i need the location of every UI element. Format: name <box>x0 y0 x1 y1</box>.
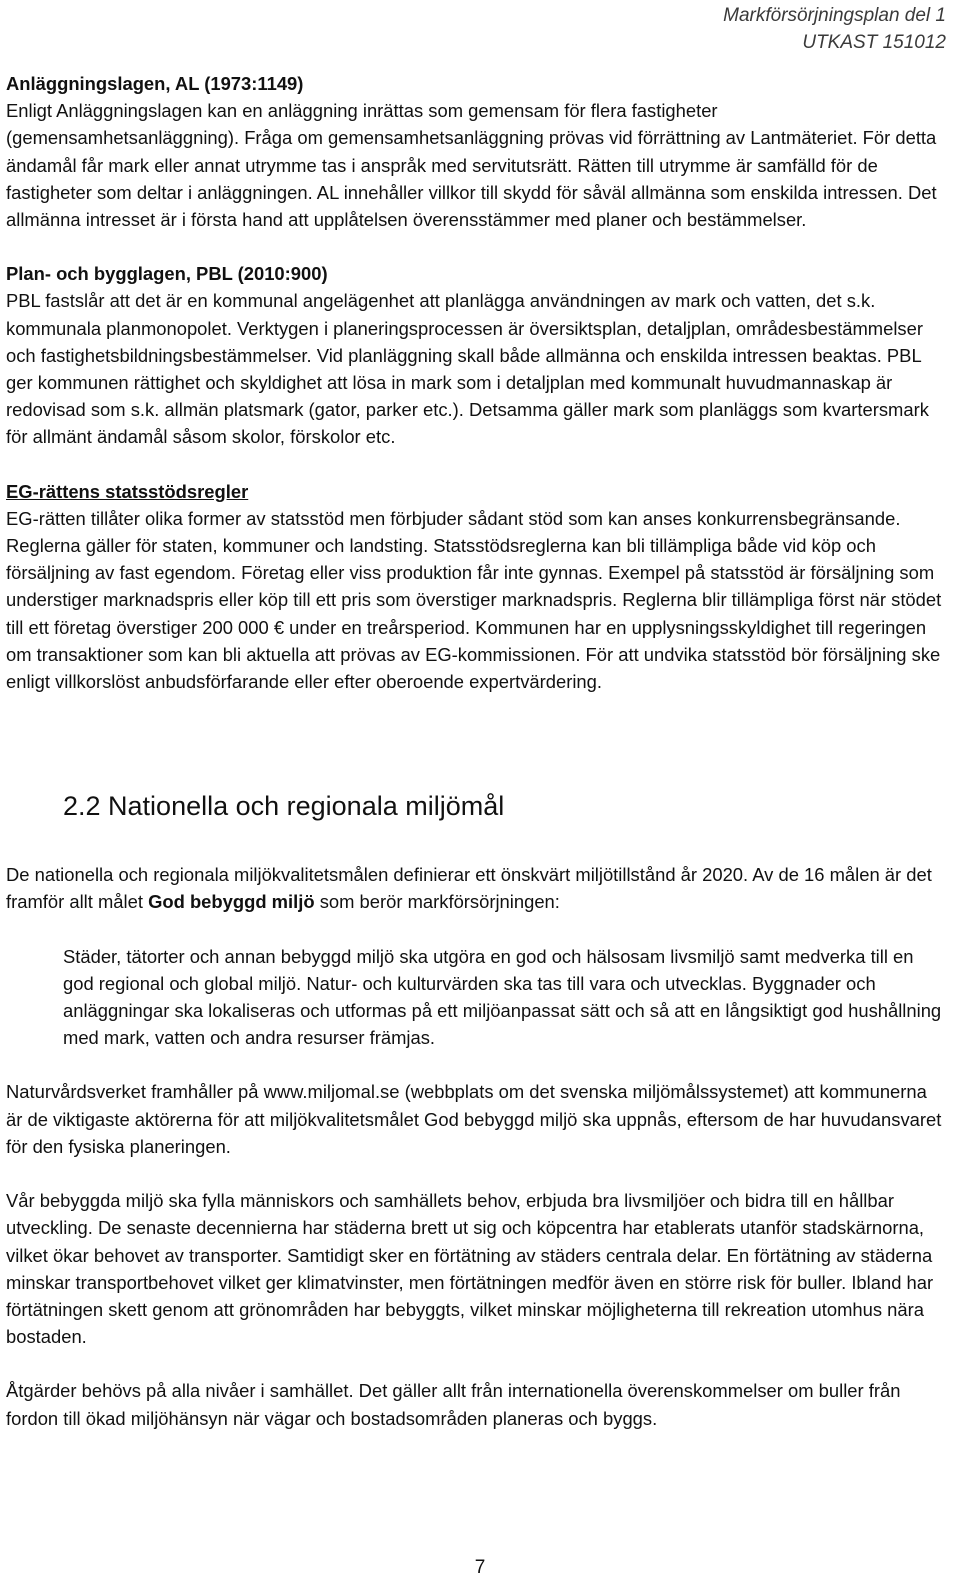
section-body-al: Enligt Anläggningslagen kan en anläggning inrättas som gemensam för flera fastigheter (gemensamhetsanläggning). Fråga om gemensamhetsanläggning prövas vid förrättning av Lantmäteriet. För detta ändamål får mark eller annat utrymme tas i anspråk med servitutsrätt. Rätten till utrymme är samfälld för de fastigheter som deltar i anläggningen. AL innehåller villkor till skydd för såväl allmänna som enskilda intressen. Det allmänna intresset är i första hand att upplåtelsen överensstämmer med planer och bestämmelser. <box>6 100 937 231</box>
document-title: Markförsörjningsplan del 1 <box>723 5 946 26</box>
section-heading-2-2: 2.2 Nationella och regionala miljömål <box>63 791 505 822</box>
paragraph-bebyggd-miljo: Vår bebyggda miljö ska fylla människors och samhällets behov, erbjuda bra livsmiljöer och bidra till en hållbar utveckling. De senaste decennierna har städerna brett ut sig och köpcentra har etablerats utanför stadskärnorna, vilket ökar behovet av transporter. Samtidigt sker en förtätning av städers centrala delar. En förtätning av städerna minskar transportbehovet vilket ger klimatvinster, men förtätningen medför även en större risk för buller. Ibland har förtätningen skett genom att grönområden har bebyggts, vilket minskar möjligheterna till rekreation utomhus nära bostaden. <box>6 1190 934 1348</box>
intro-paragraph <box>6 861 948 915</box>
spacer <box>6 1350 948 1377</box>
section-heading-al: Anläggningslagen, AL (1973:1149) <box>6 73 304 94</box>
spacer <box>6 823 948 861</box>
intro-bold-goal: God bebyggd miljö <box>148 891 315 913</box>
intro-text-before: De nationella och regionala miljökvalitetsmålen definierar ett önskvärt miljötillstånd år 2020. Av de 16 målen är det framför allt målet <box>6 864 932 913</box>
page-content <box>6 70 948 1432</box>
goal-quote: Städer, tätorter och annan bebyggd miljö ska utgöra en god och hälsosam livsmiljö samt medverka till en god regional och global miljö. Natur- och kulturvärden ska tas till vara och utvecklas. Byggnader och anläggningar ska lokaliseras och utformas på ett miljöanpassat sätt och så att en långsiktigt god hushållning med mark, vatten och andra resurser främjas. <box>63 945 942 1049</box>
draft-label: UTKAST 151012 <box>802 32 946 53</box>
spacer <box>6 1160 948 1187</box>
intro-text-after: som berör markförsörjningen: <box>314 891 560 913</box>
spacer <box>6 695 948 789</box>
page-header <box>723 2 946 56</box>
section-body-pbl: PBL fastslår att det är en kommunal angelägenhet att planlägga användningen av mark och vatten, det s.k. kommunala planmonopolet. Verktygen i planeringsprocessen är översiktsplan, detaljplan, områdesbestämmelser och fastighetsbildningsbestämmelser. Vid planläggning skall både allmänna och enskilda intressen beaktas. PBL ger kommunen rättighet och skyldighet att lösa in mark som i detaljplan med kommunalt huvudmannaskap är redovisad som s.k. allmän platsmark (gator, parker etc.). Detsamma gäller mark som planläggs som kvartersmark för allmänt ändamål såsom skolor, förskolor etc. <box>6 290 929 448</box>
section-body-eg: EG-rätten tillåter olika former av statsstöd men förbjuder sådant stöd som kan anses konkurrensbegränsande. Reglerna gäller för staten, kommuner och landsting. Statsstödsreglerna kan bli tillämpliga både vid köp och försäljning av fast egendom. Företag eller viss produktion får inte gynnas. Exempel på statsstöd är försäljning som understiger marknadspris eller köp till ett pris som överstiger marknadspris. Reglerna blir tillämpliga först när stödet till ett företag överstiger 200 000 € under en treårsperiod. Kommunen har en upplysningsskyldighet till regeringen om transaktioner som kan bli aktuella att prövas av EG-kommissionen. För att undvika statsstöd bör försäljning ske enligt villkorslöst anbudsförfarande eller efter oberoende expertvärdering. <box>6 507 942 693</box>
section-heading-pbl: Plan- och bygglagen, PBL (2010:900) <box>6 263 328 285</box>
spacer <box>6 233 948 260</box>
page-number: 7 <box>474 1557 486 1578</box>
paragraph-naturvardsverket: Naturvårdsverket framhåller på www.miljomal.se (webbplats om det svenska miljömålssystemet) att kommunerna är de viktigaste aktörerna för att miljökvalitetsmålet God bebyggd miljö ska uppnås, eftersom de har huvudansvaret för den fysiska planeringen. <box>6 1081 942 1157</box>
paragraph-atgarder: Åtgärder behövs på alla nivåer i samhället. Det gäller allt från internationella överenskommelser om buller från fordon till ökad miljöhänsyn när vägar och bostadsområden planeras och byggs. <box>6 1380 901 1429</box>
spacer <box>6 451 948 478</box>
section-heading-eg: EG-rättens statsstödsregler <box>6 480 249 502</box>
spacer <box>6 916 948 943</box>
spacer <box>6 1051 948 1078</box>
